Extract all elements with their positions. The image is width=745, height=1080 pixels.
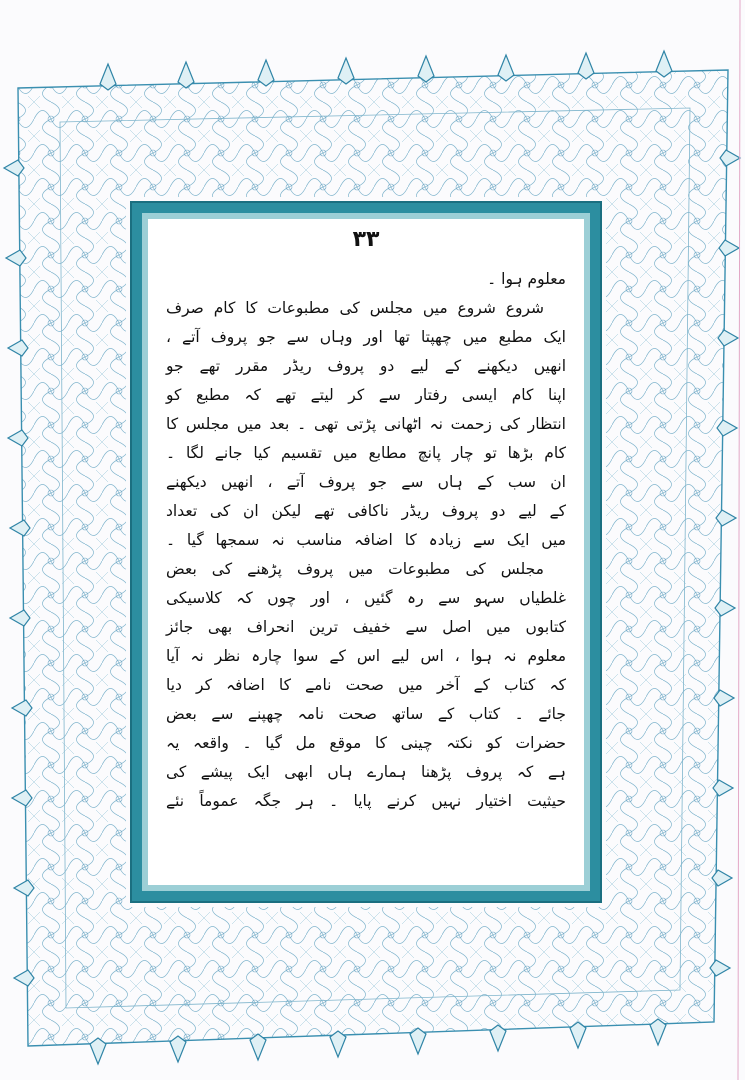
text-line: حضرات کو نکتہ چینی کا موقع مل گیا ۔ واقعہ یہ	[166, 734, 566, 752]
text-line: ہے کہ پروف پڑھنا ہمارے ہاں ابھی ایک پیشے کی	[166, 763, 566, 781]
text-line: غلطیاں سہو سے رہ گئیں ، اور چوں کہ کلاسیکی	[166, 589, 566, 607]
text-line: کام بڑھا تو چار پانچ مطابع میں تقسیم کیا جانے لگا ۔	[166, 444, 566, 462]
text-line: انتظار کی زحمت نہ اٹھانی پڑتی تھی ۔ بعد میں مجلس کا	[166, 415, 566, 433]
text-line: میں ایک سے زیادہ کا اضافہ مناسب نہ سمجھا گیا ۔	[166, 531, 566, 549]
text-line: کے لیے دو پروف ریڈر ناکافی تھے لیکن ان کی تعداد	[166, 502, 566, 520]
text-line: انھیں دیکھنے کے لیے دو پروف ریڈر مقرر تھے جو	[166, 357, 566, 375]
text-line: اپنا کام ایسی رفتار سے کر لیتے تھے کہ مطبع کو	[166, 386, 566, 404]
text-line: کتابوں میں اصل سے خفیف ترین انحراف بھی جائز	[166, 618, 566, 636]
text-line: حیثیت اختیار نہیں کرنے پایا ۔ ہر جگہ عموماً نئے	[166, 792, 566, 810]
text-line: مجلس کی مطبوعات میں پروف پڑھنے کی بعض	[166, 560, 544, 578]
text-frame	[132, 203, 600, 901]
text-line: کہ کتاب کے آخر میں صحت نامے کا اضافہ کر دیا	[166, 676, 566, 694]
text-panel	[148, 219, 584, 885]
text-line: ان سب کے ہاں سے جو پروف آتے ، انھیں دیکھنے	[166, 473, 566, 491]
text-line: جائے ۔ کتاب کے ساتھ صحت نامہ چھپنے سے بعض	[166, 705, 566, 723]
text-line: شروع شروع میں مجلس کی مطبوعات کا کام صرف	[166, 299, 544, 317]
text-line: معلوم نہ ہوا ، اس لیے اس کے سوا چارہ نظر نہ آیا	[166, 647, 566, 665]
text-line: ایک مطبع میں چھپتا تھا اور وہاں سے جو پروف آتے ،	[166, 328, 566, 346]
text-frame-inner	[142, 213, 590, 891]
text-line: معلوم ہوا ۔	[487, 270, 566, 288]
page-number: ۳۳	[352, 227, 380, 252]
body-text	[166, 265, 566, 816]
